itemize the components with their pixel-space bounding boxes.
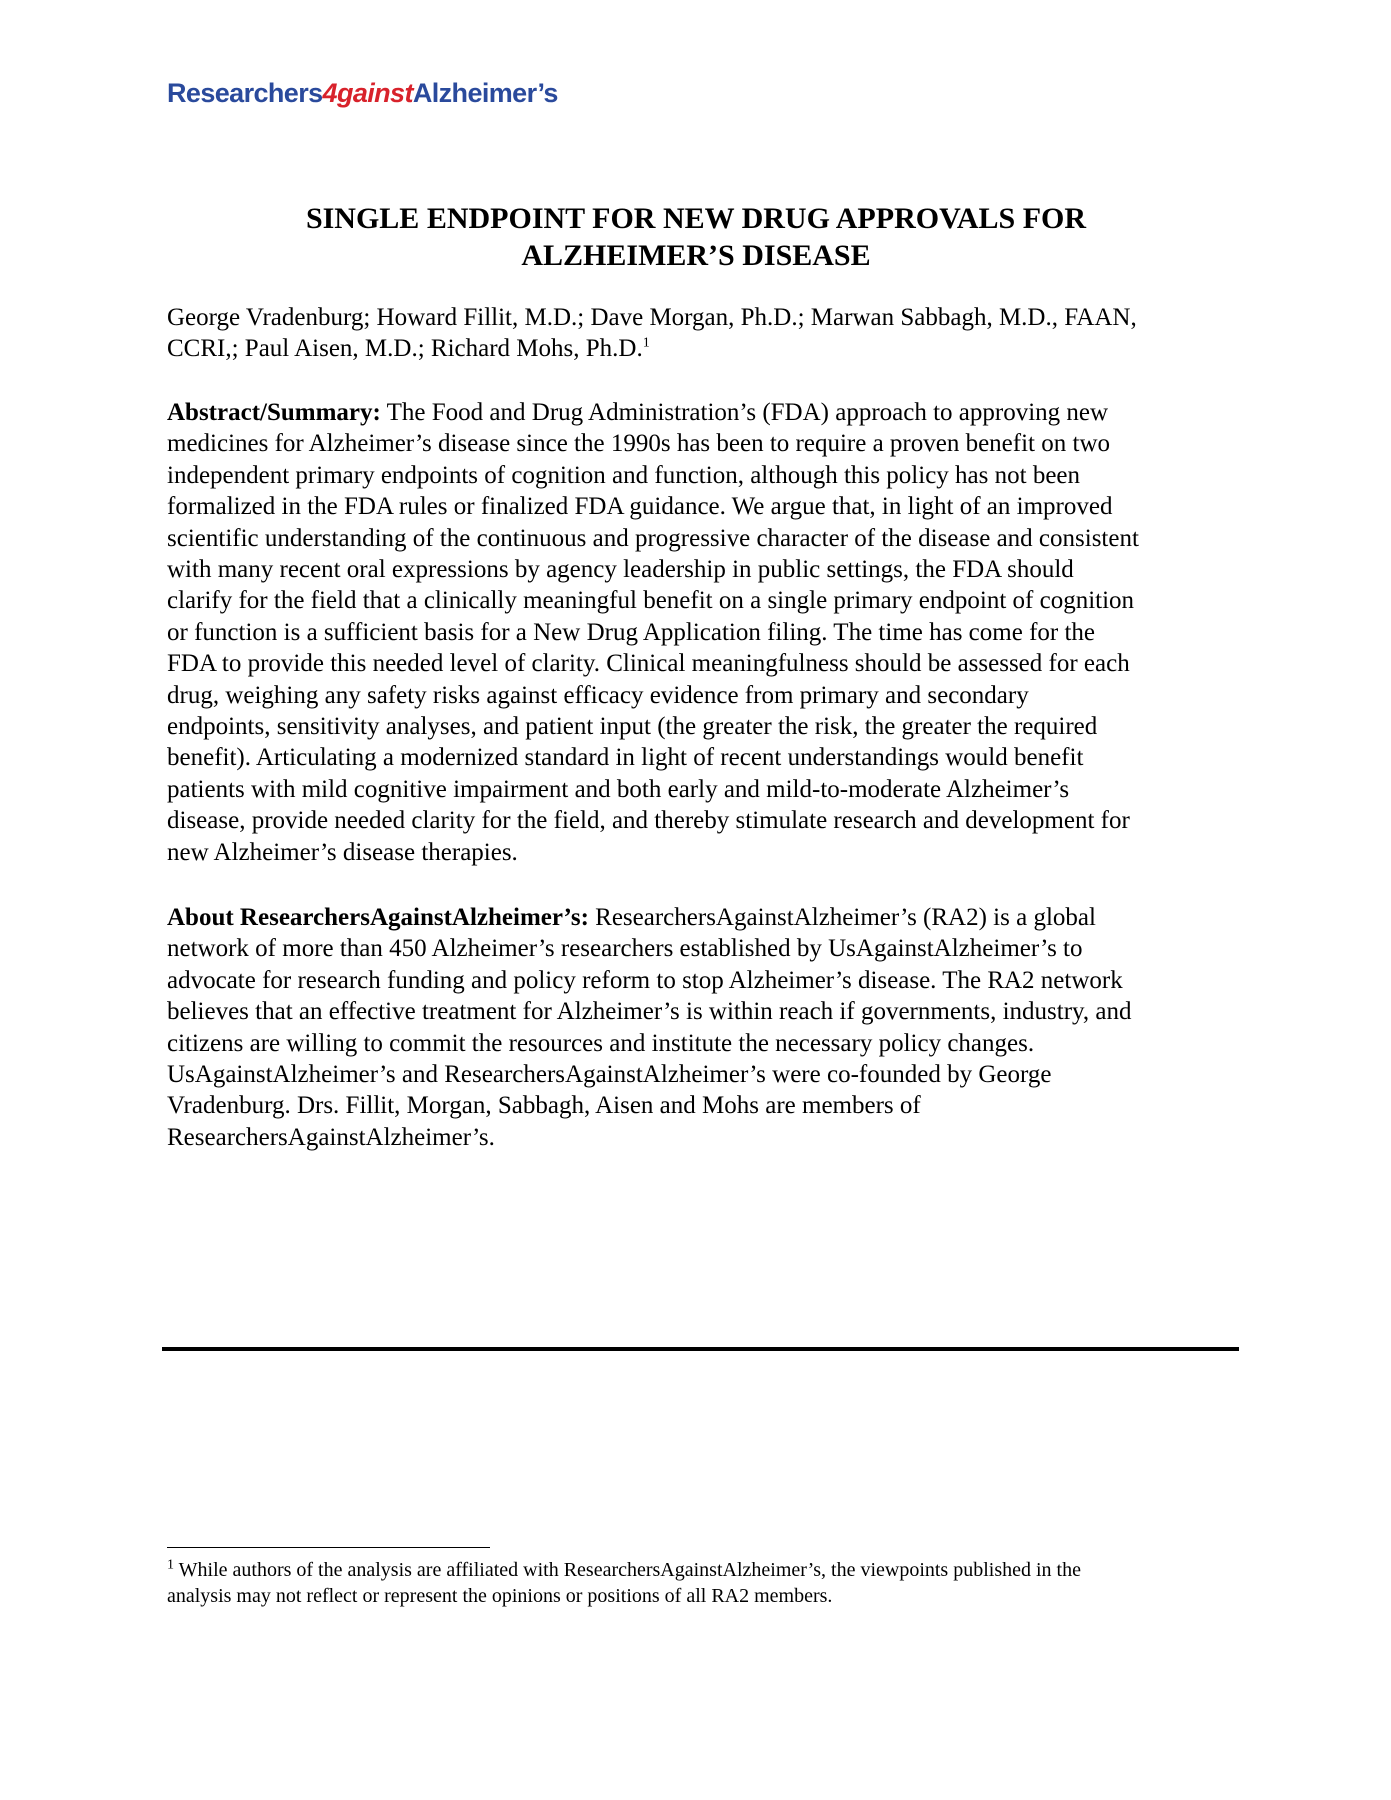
about-line xyxy=(167,902,1225,933)
authors-line-2 xyxy=(167,333,1225,364)
abstract-line: patients with mild cognitive impairment and both early and mild-to-moderate Alzheimer’s xyxy=(167,775,1070,803)
logo-text-against: 4gainst xyxy=(322,78,413,108)
about-line: citizens are willing to commit the resources and institute the necessary policy changes. xyxy=(167,1029,1035,1057)
authors-footnote-mark: 1 xyxy=(642,335,650,351)
footnote-line-text: While authors of the analysis are affiliated with ResearchersAgainstAlzheimer’s, the viewpoints published in the xyxy=(174,1559,1081,1581)
abstract-line: with many recent oral expressions by agency leadership in public settings, the FDA should xyxy=(167,556,1074,584)
abstract-paragraph xyxy=(167,397,1225,868)
about-line: believes that an effective treatment for Alzheimer’s is within reach if governments, industry, and xyxy=(167,998,1132,1026)
footnote-mark: 1 xyxy=(167,1557,174,1573)
footnote-line: analysis may not reflect or represent the opinions or positions of all RA2 members. xyxy=(167,1585,833,1607)
about-line: advocate for research funding and policy reform to stop Alzheimer’s disease. The RA2 network xyxy=(167,966,1123,994)
about-paragraph xyxy=(167,902,1225,1153)
logo-text-researchers: Researchers xyxy=(167,78,323,108)
about-line: ResearchersAgainstAlzheimer’s. xyxy=(167,1123,495,1151)
researchers-against-alzheimers-logo xyxy=(167,80,558,107)
authors-line-2-text: CCRI,; Paul Aisen, M.D.; Richard Mohs, Ph.D. xyxy=(167,335,643,362)
about-heading: About ResearchersAgainstAlzheimer’s: xyxy=(167,904,589,931)
document-title xyxy=(167,200,1225,274)
horizontal-rule xyxy=(162,1347,1239,1351)
abstract-line: FDA to provide this needed level of clarity. Clinical meaningfulness should be assessed for each xyxy=(167,650,1130,678)
about-line: UsAgainstAlzheimer’s and ResearchersAgainstAlzheimer’s were co-founded by George xyxy=(167,1061,1052,1089)
about-line: network of more than 450 Alzheimer’s researchers established by UsAgainstAlzheimer’s to xyxy=(167,935,1083,963)
about-line: Vradenburg. Drs. Fillit, Morgan, Sabbagh, Aisen and Mohs are members of xyxy=(167,1092,921,1120)
abstract-line: endpoints, sensitivity analyses, and patient input (the greater the risk, the greater the required xyxy=(167,713,1098,741)
abstract-line: formalized in the FDA rules or finalized FDA guidance. We argue that, in light of an improved xyxy=(167,493,1113,521)
abstract-line: scientific understanding of the continuous and progressive character of the disease and consistent xyxy=(167,524,1139,552)
abstract-line xyxy=(167,397,1225,428)
footnote xyxy=(167,1557,1225,1609)
abstract-line: independent primary endpoints of cognition and function, although this policy has not been xyxy=(167,461,1081,489)
abstract-line: new Alzheimer’s disease therapies. xyxy=(167,838,518,866)
title-line-1: SINGLE ENDPOINT FOR NEW DRUG APPROVALS FOR xyxy=(305,202,1087,235)
footnote-line xyxy=(167,1557,1225,1583)
abstract-heading: Abstract/Summary: xyxy=(167,399,381,426)
abstract-line: clarify for the field that a clinically meaningful benefit on a single primary endpoint of cognition xyxy=(167,587,1135,615)
logo-text-alzheimers: Alzheimer’s xyxy=(412,78,558,108)
about-line-text: ResearchersAgainstAlzheimer’s (RA2) is a global xyxy=(588,904,1096,931)
abstract-line-text: The Food and Drug Administration’s (FDA) approach to approving new xyxy=(380,399,1109,426)
author-list xyxy=(167,302,1225,364)
abstract-line: disease, provide needed clarity for the field, and thereby stimulate research and development for xyxy=(167,807,1130,835)
abstract-line: drug, weighing any safety risks against efficacy evidence from primary and secondary xyxy=(167,681,1029,709)
abstract-line: medicines for Alzheimer’s disease since the 1990s has been to require a proven benefit on two xyxy=(167,430,1110,458)
abstract-line: or function is a sufficient basis for a New Drug Application filing. The time has come for the xyxy=(167,618,1096,646)
authors-line-1: George Vradenburg; Howard Fillit, M.D.; Dave Morgan, Ph.D.; Marwan Sabbagh, M.D., FAAN, xyxy=(167,304,1137,331)
abstract-line: benefit). Articulating a modernized standard in light of recent understandings would benefit xyxy=(167,744,1084,772)
footnote-separator xyxy=(167,1547,490,1548)
title-line-2: ALZHEIMER’S DISEASE xyxy=(521,239,871,272)
